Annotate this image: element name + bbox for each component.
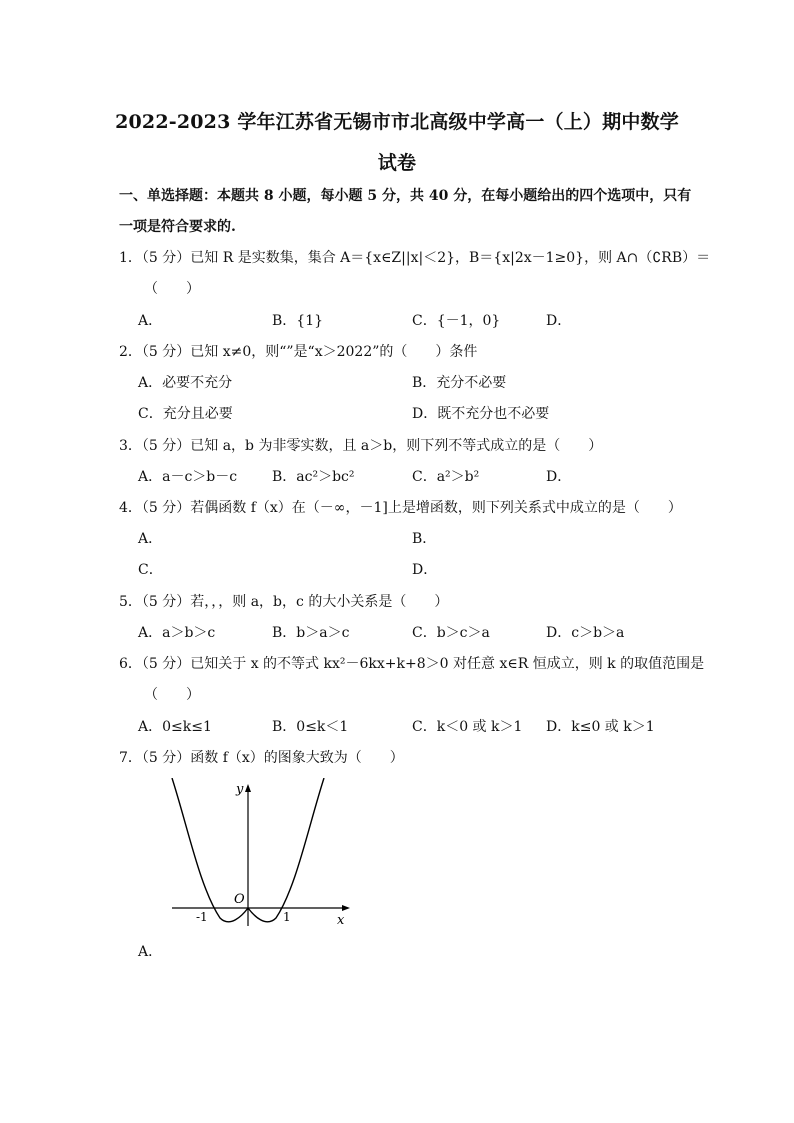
section-heading: 一、单选择题：本题共 8 小题，每小题 5 分，共 40 分，在每小题给出的四个选项中，只有: [119, 188, 692, 204]
question-5-option-d: D．c＞b＞a: [546, 625, 625, 641]
question-2-text: 2．（5 分）已知 x≠0，则“”是“x＞2022”的（ ）条件: [119, 344, 478, 360]
page-title: 2022-2023 学年江苏省无锡市市北高级中学高一（上）期中数学: [115, 111, 679, 133]
tick-label-pos: 1: [283, 910, 291, 924]
question-6-option-b: B．0≤k＜1: [272, 719, 349, 735]
question-1-text: 1．（5 分）已知 R 是实数集，集合 A＝{x∈Z||x|＜2}，B＝{x|2x－1≥0}，则 A∩（∁RB）＝: [119, 250, 711, 266]
question-3-option-b: B．ac²＞bc²: [272, 469, 355, 485]
question-6-text: 6．（5 分）已知关于 x 的不等式 kx²－6kx+k+8＞0 对任意 x∈R 恒成立，则 k 的取值范围是: [119, 656, 705, 672]
question-5-option-a: A．a＞b＞c: [138, 625, 216, 641]
question-4-option-b: B．: [412, 531, 437, 547]
question-4-text: 4．（5 分）若偶函数 f（x）在（－∞，－1]上是增函数，则下列关系式中成立的是（ ）: [119, 500, 682, 516]
question-5-text: 5．（5 分）若，，，则 a，b，c 的大小关系是（ ）: [119, 594, 449, 610]
question-1-option-c: C．{－1，0}: [412, 313, 501, 329]
origin-label: O: [234, 892, 245, 907]
page-title-continued: 试卷: [377, 152, 417, 174]
question-3-option-d: D．: [546, 469, 572, 485]
question-1-paren: （ ）: [144, 281, 200, 297]
y-axis-arrow: [245, 784, 251, 792]
question-1-option-b: B．{1}: [272, 313, 324, 329]
question-6-paren: （ ）: [144, 687, 200, 703]
section-heading-continued: 一项是符合要求的.: [119, 219, 236, 235]
question-4-option-d: D．: [412, 562, 438, 578]
question-1-option-a: A．: [138, 313, 163, 329]
question-6-option-a: A．0≤k≤1: [138, 719, 212, 735]
question-6-option-d: D．k≤0 或 k＞1: [546, 719, 655, 735]
question-1-option-d: D．: [546, 313, 572, 329]
question-5-option-c: C．b＞c＞a: [412, 625, 490, 641]
function-graph: [160, 778, 350, 928]
question-4-option-a: A．: [138, 531, 163, 547]
question-7-text: 7．（5 分）函数 f（x）的图象大致为（ ）: [119, 750, 404, 766]
tick-label-neg: -1: [196, 910, 208, 924]
x-axis-arrow: [342, 905, 350, 911]
question-3-option-c: C．a²＞b²: [412, 469, 480, 485]
y-axis-label: y: [236, 782, 244, 797]
question-2-option-c: C．充分且必要: [138, 406, 233, 422]
question-2-option-a: A．必要不充分: [138, 375, 233, 391]
question-2-option-b: B．充分不必要: [412, 375, 507, 391]
question-4-option-c: C．: [138, 562, 163, 578]
x-axis-label: x: [337, 913, 345, 928]
question-3-text: 3．（5 分）已知 a，b 为非零实数，且 a＞b，则下列不等式成立的是（ ）: [119, 438, 603, 454]
question-3-option-a: A．a－c＞b－c: [138, 469, 238, 485]
question-5-option-b: B．b＞a＞c: [272, 625, 350, 641]
question-6-option-c: C．k＜0 或 k＞1: [412, 719, 523, 735]
question-2-option-d: D．既不充分也不必要: [412, 406, 550, 422]
question-7-option-a: A．: [138, 944, 163, 960]
